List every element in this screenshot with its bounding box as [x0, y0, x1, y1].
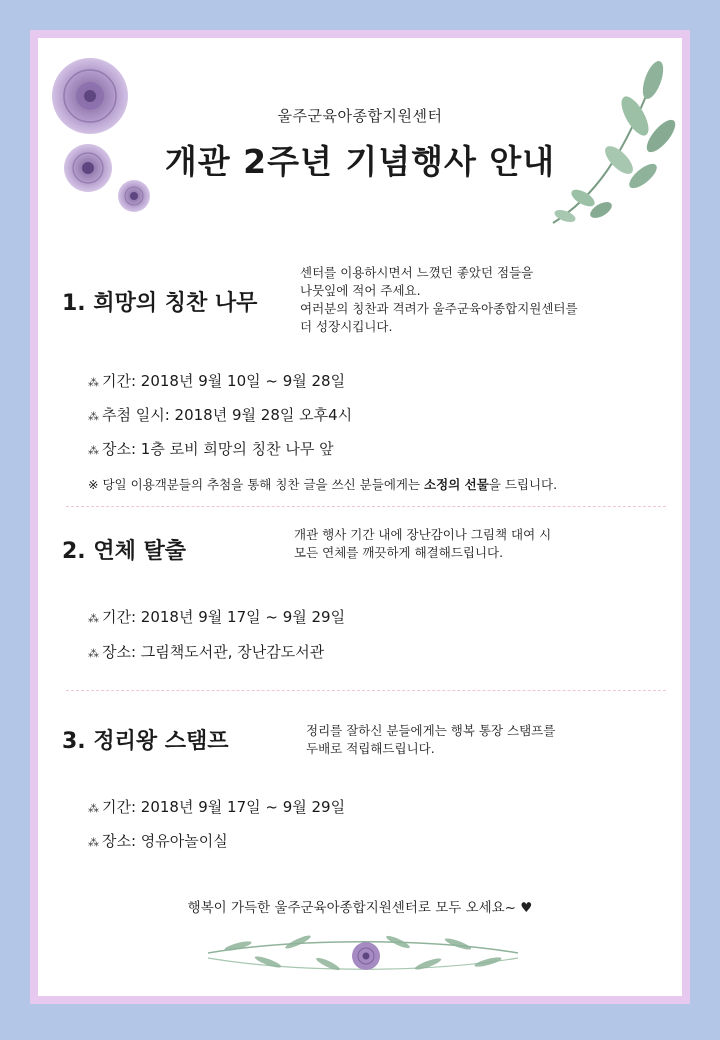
section-2-title: 2. 연체 탈출 — [62, 539, 186, 564]
section-1-location: ⁂ 장소: 1층 로비 희망의 칭찬 나무 앞 — [88, 440, 334, 458]
bullet-icon: ⁂ — [88, 647, 98, 660]
bullet-icon: ⁂ — [88, 410, 98, 423]
heart-icon: ♥ — [520, 900, 533, 916]
section-3-description: 정리를 잘하신 분들에게는 행복 통장 스탬프를 두배로 적립해드립니다. — [306, 723, 556, 756]
divider — [66, 690, 666, 691]
bullet-icon: ⁂ — [88, 376, 98, 389]
bullet-icon: ⁂ — [88, 444, 98, 457]
footer-message: 행복이 가득한 울주군육아종합지원센터로 모두 오세요~ ♥ — [187, 900, 533, 916]
bullet-icon: ⁂ — [88, 802, 98, 815]
section-1-draw-time: ⁂ 추첨 일시: 2018년 9월 28일 오후4시 — [88, 406, 353, 424]
leaf-wreath-icon — [198, 918, 528, 988]
poster — [38, 38, 682, 996]
section-3-location: ⁂ 장소: 영유아놀이실 — [88, 832, 228, 850]
section-2-description: 개관 행사 기간 내에 장난감이나 그림책 대여 시 모든 연체를 깨끗하게 해결해드립니다. — [294, 527, 552, 560]
divider — [66, 506, 666, 507]
section-2-period: ⁂ 기간: 2018년 9월 17일 ~ 9월 29일 — [88, 608, 346, 626]
succulent-flowers-icon — [38, 38, 168, 228]
section-2-location: ⁂ 장소: 그림책도서관, 장난감도서관 — [88, 643, 325, 661]
section-1-title: 1. 희망의 칭찬 나무 — [62, 291, 258, 316]
section-1-period: ⁂ 기간: 2018년 9월 10일 ~ 9월 28일 — [88, 372, 346, 390]
section-3-title: 3. 정리왕 스탬프 — [62, 729, 229, 754]
organization-name: 울주군육아종합지원센터 — [277, 107, 443, 125]
section-3-period: ⁂ 기간: 2018년 9월 17일 ~ 9월 29일 — [88, 798, 346, 816]
section-1-description: 센터를 이용하시면서 느꼈던 좋았던 점들을 나뭇잎에 적어 주세요. 여러분의 칭찬과 격려가 울주군육아종합지원센터를 더 성장시킵니다. — [300, 265, 578, 334]
bullet-icon: ⁂ — [88, 612, 98, 625]
section-1-note: ※ 당일 이용객분들의 추첨을 통해 칭찬 글을 쓰신 분들에게는 소정의 선물을 드립니다. — [88, 477, 558, 492]
bullet-icon: ⁂ — [88, 836, 98, 849]
page-title: 개관 2주년 기념행사 안내 — [164, 142, 556, 181]
